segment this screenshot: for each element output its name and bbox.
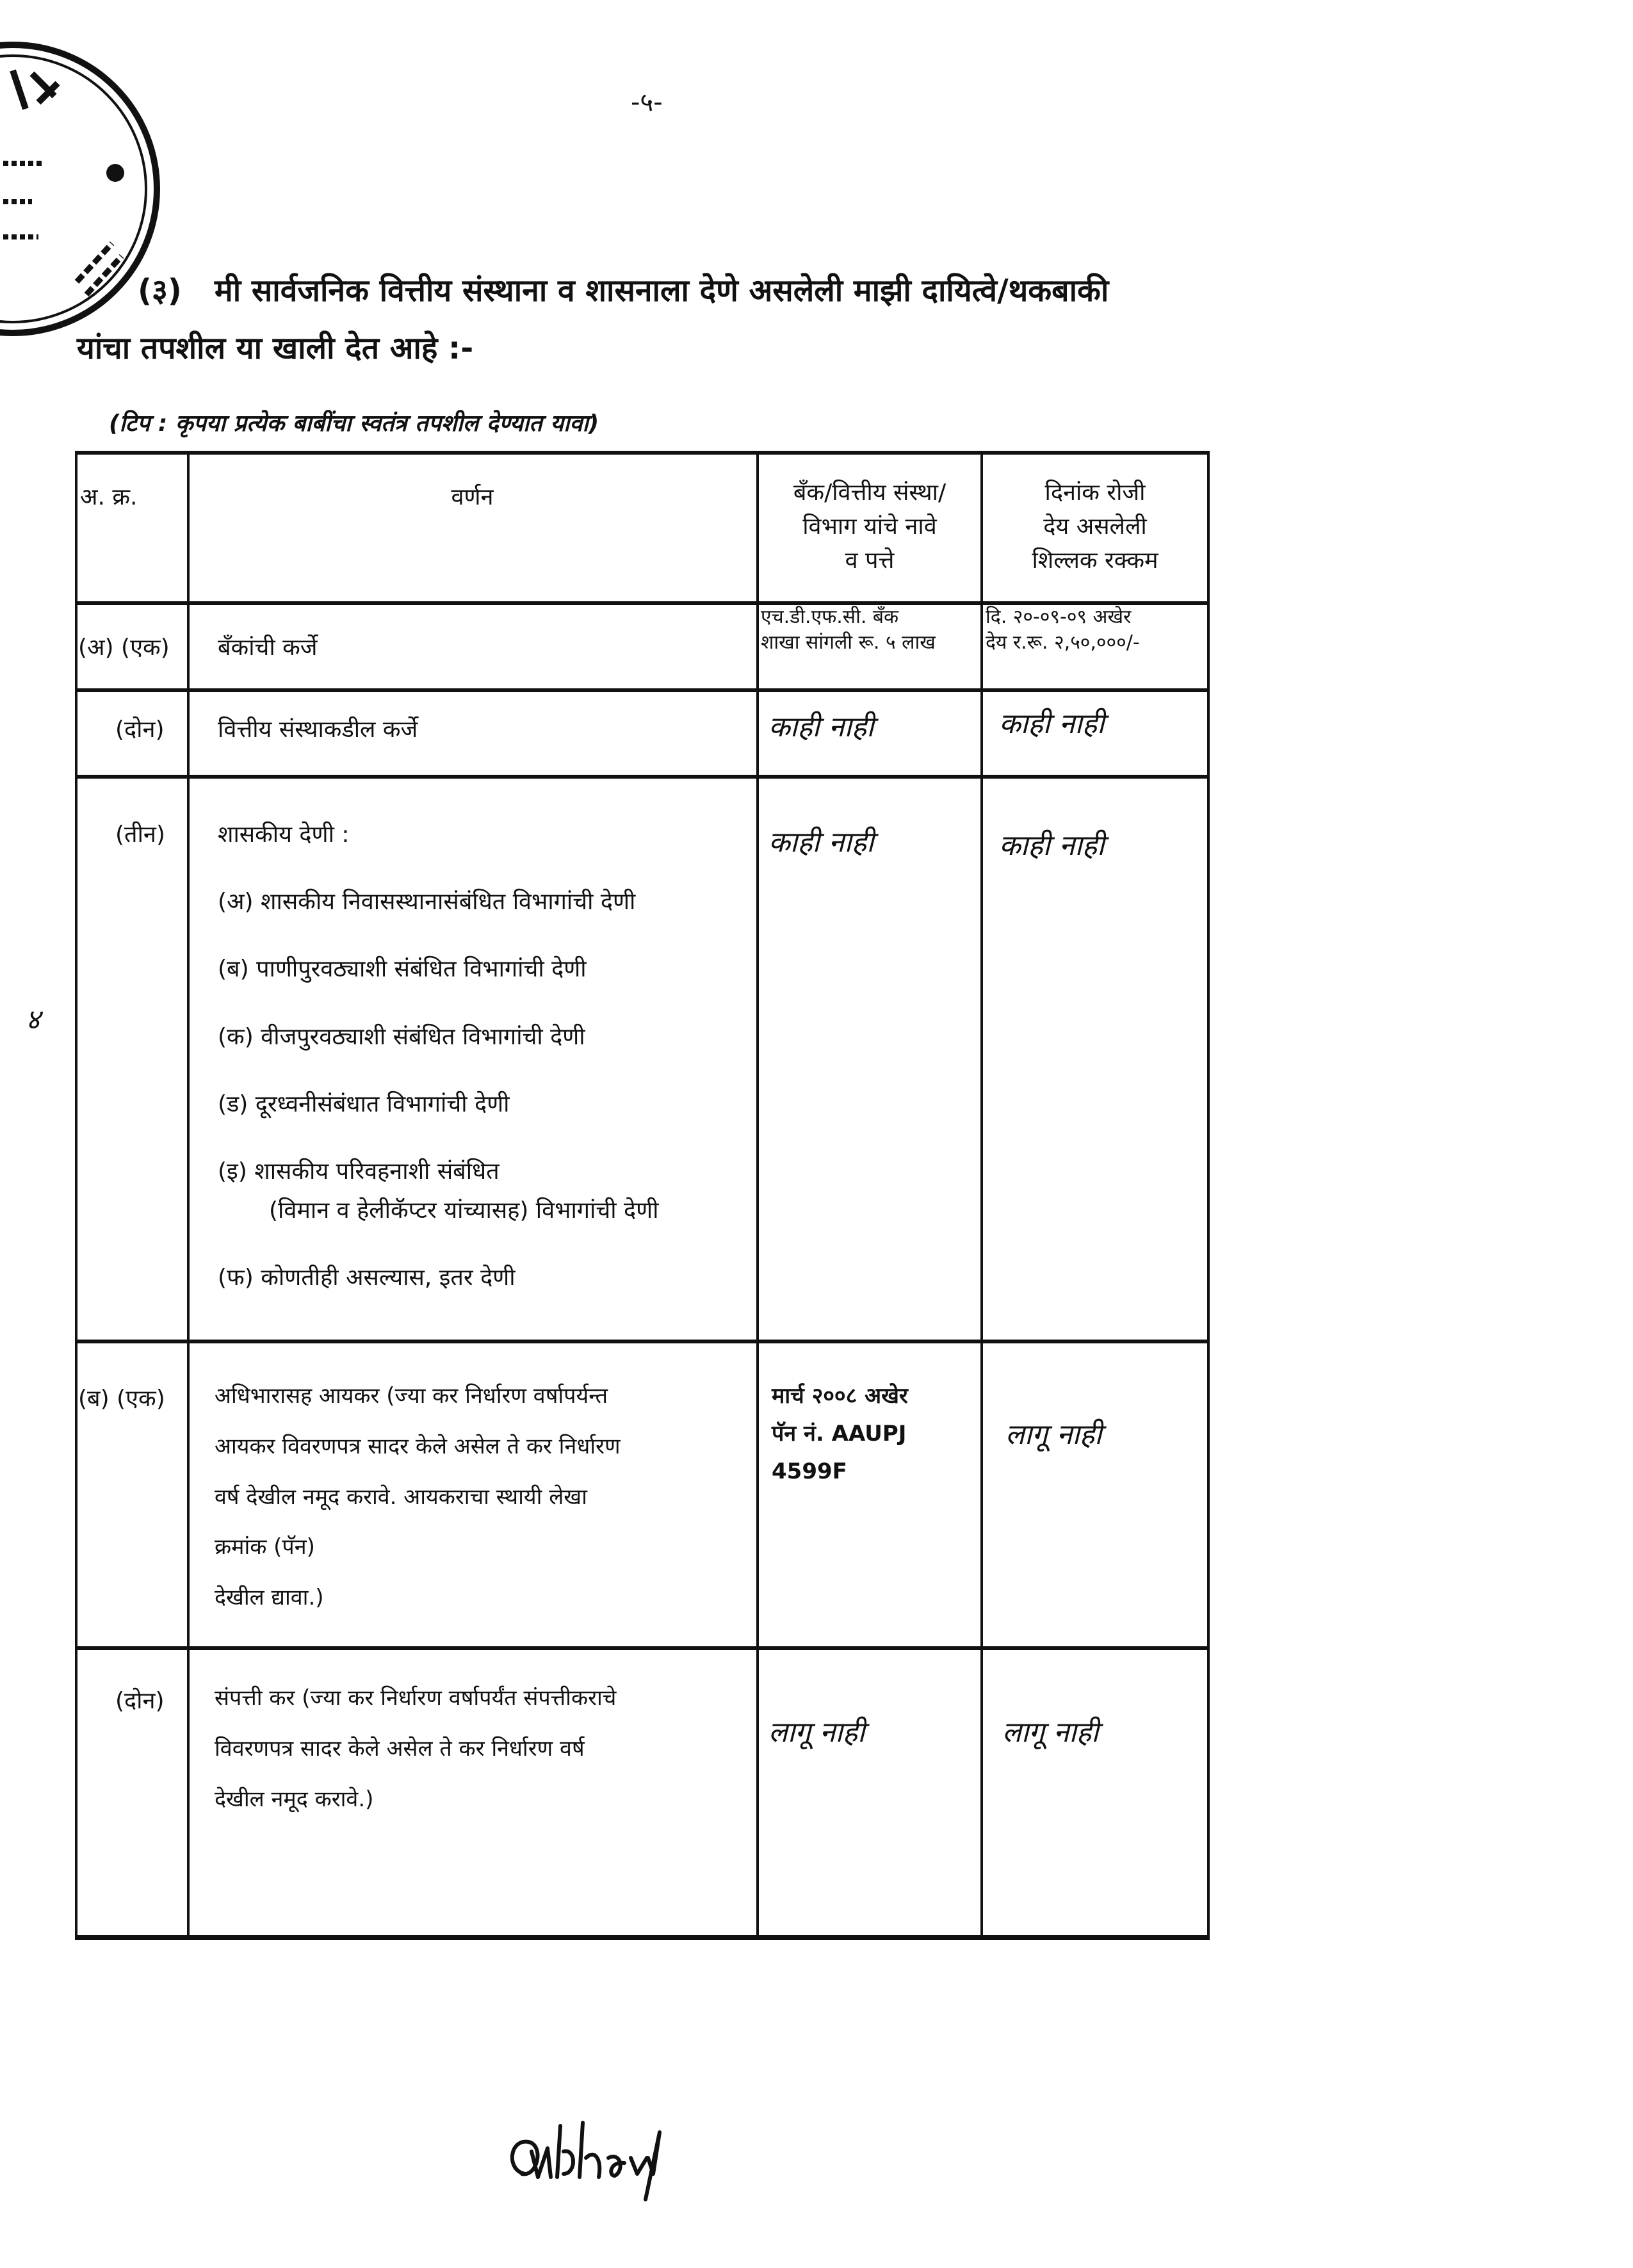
row-sr-cell (78, 1385, 186, 1413)
header-bank: बँक/वित्तीय संस्था/ (793, 480, 946, 506)
row-bank-cell (768, 711, 977, 745)
row-description: (फ) कोणतीही असल्यास, इतर देणी (218, 1265, 516, 1292)
table-border-bottom (75, 1935, 1210, 1940)
row-sr: (दोन) (115, 1688, 165, 1714)
header-amount-cell (986, 479, 1205, 575)
table-border-left (75, 451, 77, 1940)
row-description-cell (215, 1685, 752, 1812)
row-description: बँकांची कर्जे (218, 635, 318, 661)
row-divider (75, 688, 1210, 692)
row-amount-handwritten: लागू नाही (1005, 1418, 1102, 1451)
header-amount: शिल्लक रक्कम (1032, 547, 1158, 574)
row-bank-cell (768, 826, 977, 860)
row-bank: मार्च २००८ अखेर (772, 1383, 908, 1409)
row-bank-cell (761, 606, 979, 654)
row-description: क्रमांक (पॅन) (215, 1534, 315, 1560)
row-amount: देय र.रू. २,५०,०००/- (986, 631, 1140, 654)
row-sr-cell (115, 716, 186, 743)
row-amount-cell (986, 606, 1205, 654)
row-description-cell (218, 634, 752, 661)
header-sr-cell (80, 483, 186, 511)
header-description: वर्णन (451, 484, 494, 510)
table-border-top (75, 451, 1210, 455)
header-amount: देय असलेली (1043, 514, 1147, 540)
signature (500, 2113, 717, 2203)
office-stamp (0, 26, 160, 359)
header-description-cell (192, 483, 752, 511)
row-divider (75, 775, 1210, 779)
table-border-right (1207, 451, 1210, 1940)
row-bank: पॅन नं. AAUPJ (772, 1420, 907, 1446)
row-amount-cell (1002, 1716, 1204, 1750)
row-sr: (तीन) (115, 822, 165, 848)
row-description: (ड) दूरध्वनीसंबंधात विभागांची देणी (218, 1090, 510, 1117)
row-description: अधिभारासह आयकर (ज्या कर निर्धारण वर्षापर्यन्त (215, 1383, 608, 1409)
header-sr-no: अ. क्र. (80, 484, 138, 510)
row-amount-handwritten: लागू नाही (1002, 1716, 1099, 1749)
row-description: वित्तीय संस्थाकडील कर्जे (218, 717, 418, 743)
row-description: (क) वीजपुरवठ्याशी संबंधित विभागांची देणी (218, 1023, 585, 1050)
row-bank-handwritten: लागू नाही (768, 1716, 865, 1749)
row-description: आयकर विवरणपत्र सादर केले असेल ते कर निर्धारण (215, 1433, 621, 1459)
instruction-note: (टिप : कृपया प्रत्येक बाबींचा स्वतंत्र तपशील देण्यात यावा) (109, 410, 599, 437)
col-divider (980, 451, 983, 1940)
col-divider (187, 451, 190, 1940)
row-sr-cell (115, 821, 186, 848)
row-amount-cell (999, 829, 1204, 863)
row-description: संपत्ती कर (ज्या कर निर्धारण वर्षापर्यंत संपत्तीकराचे (215, 1685, 617, 1711)
col-divider (756, 451, 759, 1940)
row-bank-handwritten: काही नाही (768, 826, 874, 859)
row-divider (75, 601, 1210, 605)
header-amount: दिनांक रोजी (1044, 480, 1146, 506)
row-amount-cell (1005, 1418, 1204, 1452)
row-amount-handwritten: काही नाही (999, 708, 1105, 740)
section-heading-line-2: यांचा तपशील या खाली देत आहे :- (77, 330, 474, 366)
section-number: (३) (138, 273, 182, 309)
row-amount-cell (999, 708, 1204, 741)
row-description-cell (215, 1383, 752, 1611)
row-description: (इ) शासकीय परिवहनाशी संबंधित (218, 1158, 500, 1185)
row-description: (विमान व हेलीकॅप्टर यांच्यासह) विभागांची देणी (269, 1197, 659, 1224)
row-bank: शाखा सांगली रू. ५ लाख (761, 631, 936, 654)
row-bank: एच.डी.एफ.सी. बँक (761, 606, 899, 628)
header-bank: व पत्ते (845, 547, 895, 574)
margin-mark: ४ (26, 1003, 40, 1036)
section-heading-line-1: मी सार्वजनिक वित्तीय संस्थाना व शासनाला देणे असलेली माझी दायित्वे/थकबाकी (215, 273, 1109, 309)
header-bank: विभाग यांचे नावे (802, 514, 937, 540)
page-number: -५- (631, 88, 663, 117)
row-sr: (अ) (एक) (78, 635, 170, 661)
row-divider (75, 1646, 1210, 1650)
row-bank: 4599F (772, 1458, 847, 1484)
row-description: वर्ष देखील नमूद करावे. आयकराचा स्थायी लेखा (215, 1484, 587, 1510)
row-description: (अ) शासकीय निवासस्थानासंबंधित विभागांची देणी (218, 889, 636, 916)
row-sr-cell (115, 1687, 186, 1715)
row-amount-handwritten: काही नाही (999, 829, 1105, 862)
row-bank-cell (768, 1716, 977, 1750)
row-sr: (ब) (एक) (78, 1386, 165, 1412)
row-description: देखील नमूद करावे.) (215, 1786, 374, 1812)
row-sr: (दोन) (115, 717, 165, 743)
row-description: विवरणपत्र सादर केले असेल ते कर निर्धारण वर्ष (215, 1735, 585, 1762)
row-description: शासकीय देणी : (218, 822, 350, 848)
row-description-cell (218, 821, 752, 1292)
row-description: (ब) पाणीपुरवठ्याशी संबंधित विभागांची देणी (218, 956, 587, 983)
row-amount: दि. २०-०९-०९ अखेर (986, 606, 1132, 628)
row-sr-cell (78, 634, 186, 661)
row-bank-cell (772, 1383, 978, 1484)
header-bank-cell (761, 479, 978, 575)
row-bank-handwritten: काही नाही (768, 711, 874, 743)
row-description-cell (218, 716, 752, 743)
row-divider (75, 1340, 1210, 1343)
row-description: देखील द्यावा.) (215, 1585, 324, 1611)
